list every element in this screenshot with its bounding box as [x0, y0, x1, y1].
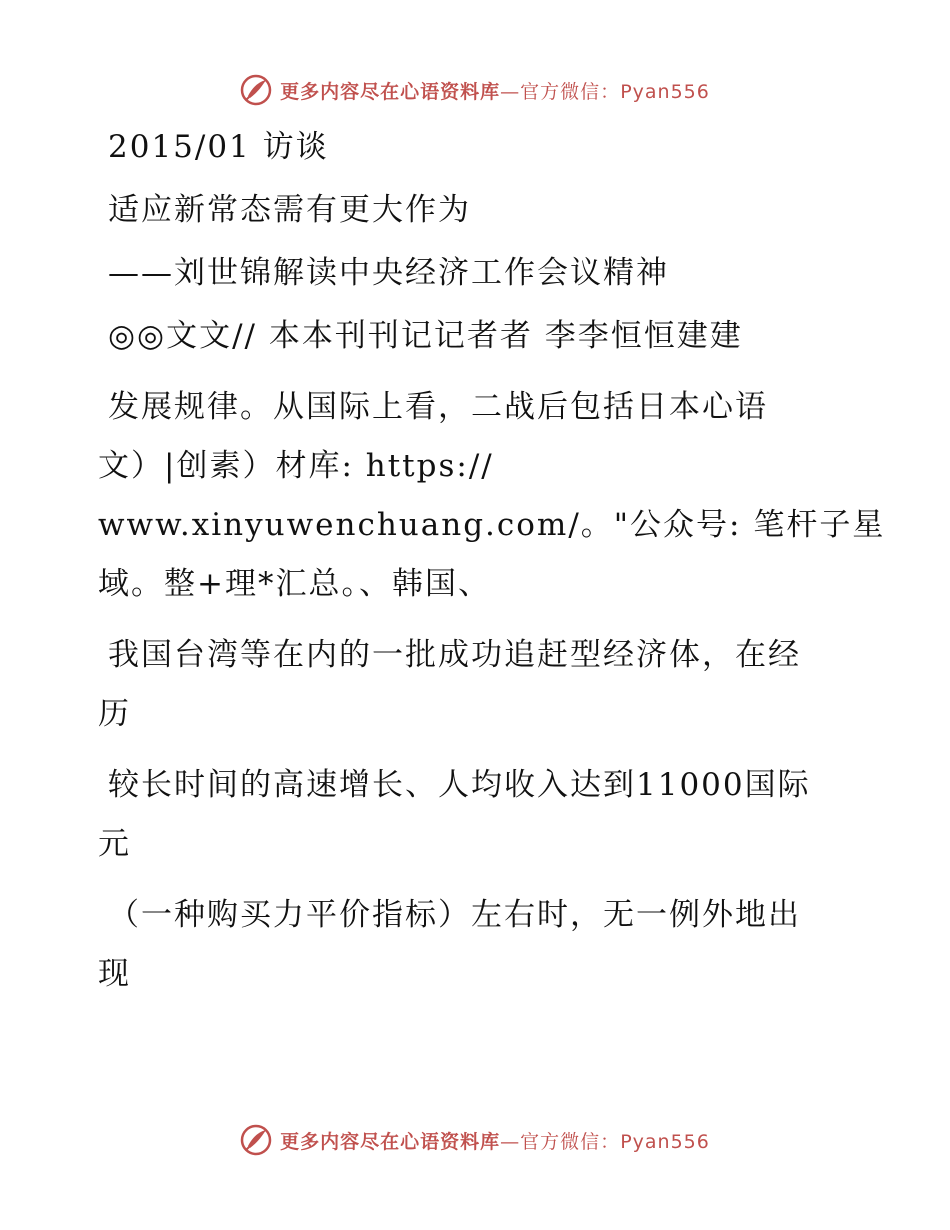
text-line: （一种购买力平价指标）左右时，无一例外地出 [108, 897, 801, 933]
text-line: 元 [98, 826, 131, 862]
text-line: 文）|创素）材库: https:// [98, 448, 494, 484]
document-body [98, 118, 886, 1004]
text-line: 现 [98, 956, 131, 992]
issue-line: 2015/01 访谈 [108, 129, 329, 165]
paragraph [98, 378, 886, 614]
footer-banner [0, 1120, 950, 1160]
header-banner-text: 更多内容尽在心语资料库—官方微信：Pyan556 [280, 80, 710, 103]
text-line: 我国台湾等在内的一批成功追赶型经济体，在经 [108, 637, 801, 673]
quill-logo-icon [240, 74, 272, 106]
text-line: 较长时间的高速增长、人均收入达到11000国际 [108, 767, 811, 803]
text-line: 发展规律。从国际上看，二战后包括日本心语 [108, 389, 768, 425]
article-subtitle: ——刘世锦解读中央经济工作会议精神 [108, 255, 669, 291]
paragraph [98, 756, 838, 874]
byline: ◎◎文文// 本本刊刊记记者者 李李恒恒建建 [108, 318, 743, 354]
paragraph [98, 886, 838, 1004]
text-line: 历 [98, 696, 131, 732]
quill-logo-icon [240, 1124, 272, 1156]
paragraph [98, 626, 838, 744]
text-line: www.xinyuwenchuang.com/。"公众号: 笔杆子星 [98, 507, 886, 543]
footer-banner-text: 更多内容尽在心语资料库—官方微信：Pyan556 [280, 1130, 710, 1153]
text-line: 域。整+理*汇总。、韩国、 [98, 566, 491, 602]
header-banner [0, 70, 950, 110]
article-title: 适应新常态需有更大作为 [108, 192, 471, 228]
